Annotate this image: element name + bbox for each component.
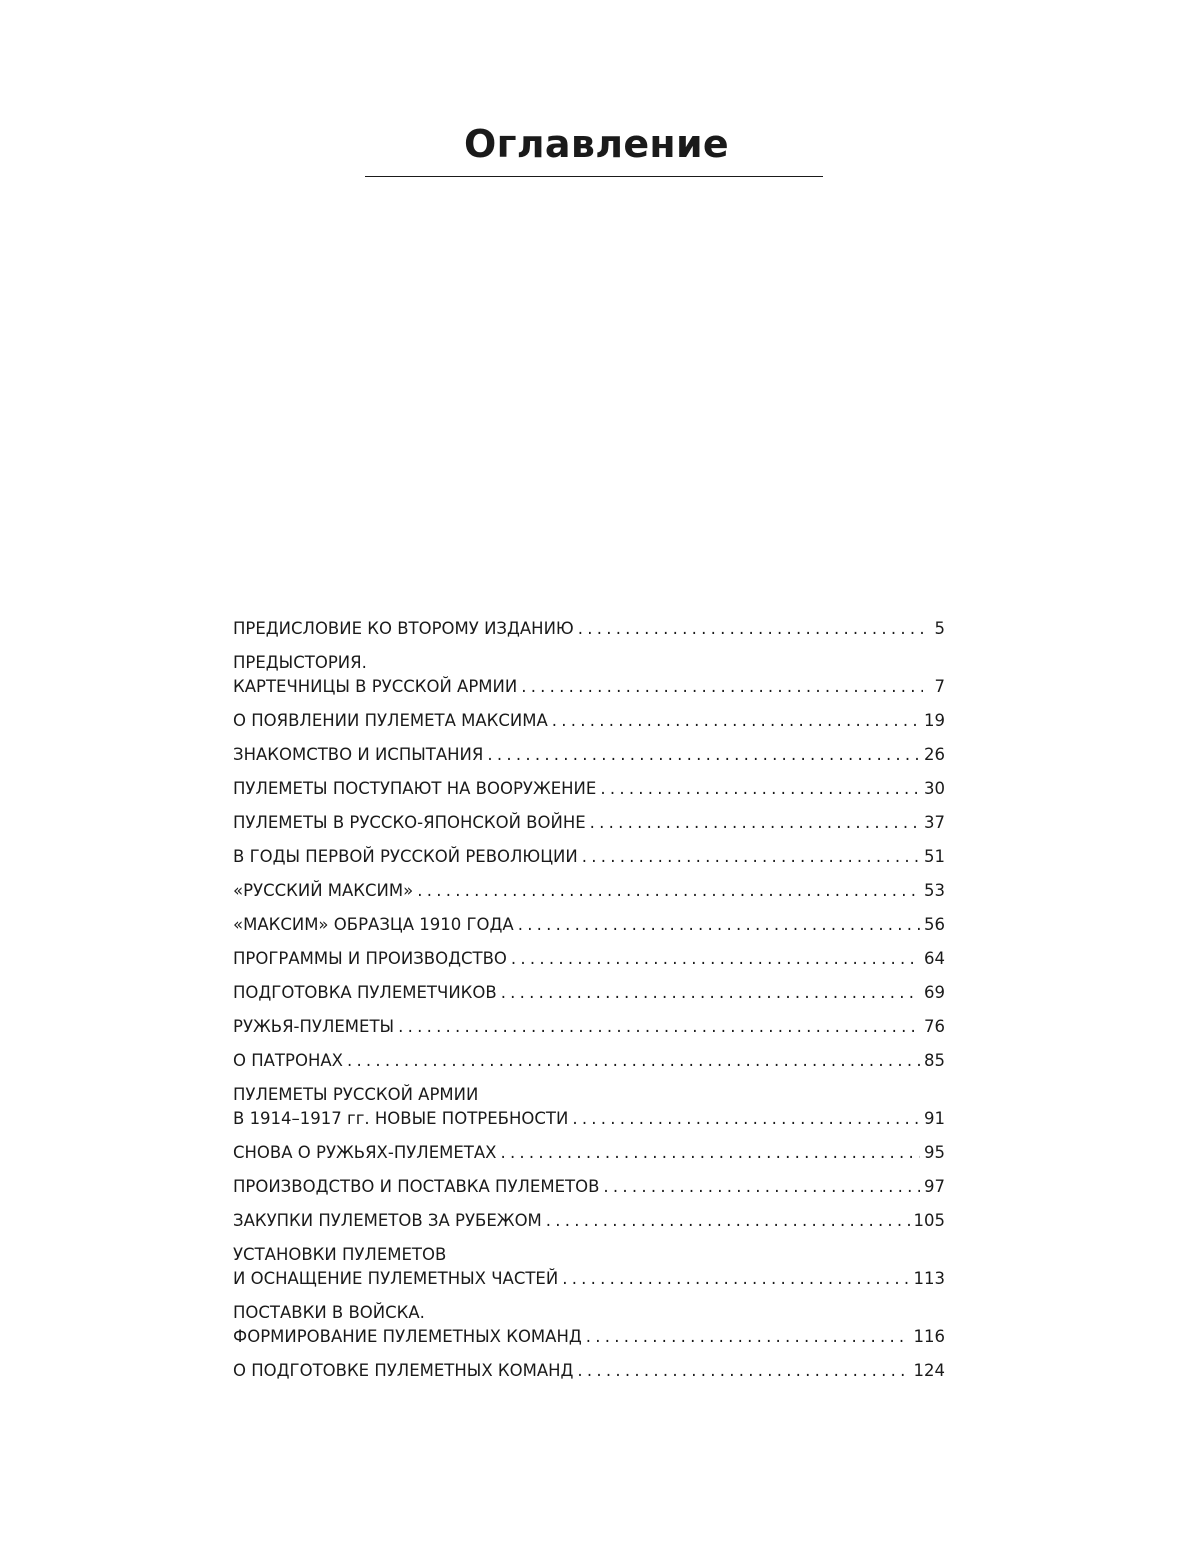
toc-page-number: 91 [924,1109,945,1128]
table-of-contents [233,617,945,1393]
dot-leader [487,743,920,767]
toc-entry-title: ПУЛЕМЕТЫ ПОСТУПАЮТ НА ВООРУЖЕНИЕ [233,779,597,798]
toc-entry-line [233,709,945,733]
toc-entry-line [233,845,945,869]
toc-entry-title: О ПАТРОНАХ [233,1051,343,1070]
toc-entry-line [233,1141,945,1165]
toc-entry-title: ПРОИЗВОДСТВО И ПОСТАВКА ПУЛЕМЕТОВ [233,1177,600,1196]
toc-page-number: 97 [924,1177,945,1196]
toc-page-number: 30 [924,779,945,798]
toc-entry-line [233,913,945,937]
dot-leader [590,811,920,835]
toc-entry-line [233,1015,945,1039]
dot-leader [600,777,920,801]
dot-leader [552,709,920,733]
toc-entry [233,1209,945,1233]
toc-page-number: 69 [924,983,945,1002]
toc-entry-title: О ПОЯВЛЕНИИ ПУЛЕМЕТА МАКСИМА [233,711,548,730]
toc-entry-title: И ОСНАЩЕНИЕ ПУЛЕМЕТНЫХ ЧАСТЕЙ [233,1269,559,1288]
toc-entry [233,617,945,641]
toc-page-number: 26 [924,745,945,764]
toc-page-number: 64 [924,949,945,968]
toc-page-number: 105 [913,1211,945,1230]
toc-entry [233,743,945,767]
dot-leader [562,1267,909,1291]
toc-entry [233,947,945,971]
toc-entry-line [233,617,945,641]
toc-entry [233,1243,945,1291]
dot-leader [603,1175,920,1199]
toc-entry-title: СНОВА О РУЖЬЯХ-ПУЛЕМЕТАХ [233,1143,497,1162]
toc-page-number: 76 [924,1017,945,1036]
toc-entry [233,1301,945,1349]
toc-entry [233,879,945,903]
toc-entry-title: ПРОГРАММЫ И ПРОИЗВОДСТВО [233,949,507,968]
toc-entry-title: О ПОДГОТОВКЕ ПУЛЕМЕТНЫХ КОМАНД [233,1361,574,1380]
toc-page-number: 5 [934,619,945,638]
dot-leader [578,617,923,641]
toc-entry-title: «РУССКИЙ МАКСИМ» [233,881,414,900]
toc-entry [233,981,945,1005]
toc-entry [233,1083,945,1131]
dot-leader [417,879,920,903]
toc-entry-line [233,811,945,835]
toc-entry-title: ЗНАКОМСТВО И ИСПЫТАНИЯ [233,745,484,764]
toc-page-number: 95 [924,1143,945,1162]
toc-page-number: 85 [924,1051,945,1070]
title-underline [365,176,823,177]
toc-entry-line [233,1359,945,1383]
toc-entry-line [233,1049,945,1073]
toc-entry [233,1015,945,1039]
toc-entry [233,1175,945,1199]
dot-leader [572,1107,920,1131]
toc-entry-title: «МАКСИМ» ОБРАЗЦА 1910 ГОДА [233,915,514,934]
toc-entry [233,777,945,801]
dot-leader [586,1325,910,1349]
toc-entry [233,811,945,835]
toc-entry [233,1049,945,1073]
toc-entry-title: КАРТЕЧНИЦЫ В РУССКОЙ АРМИИ [233,677,518,696]
toc-entry-line [233,1107,945,1131]
toc-entry-title: В ГОДЫ ПЕРВОЙ РУССКОЙ РЕВОЛЮЦИИ [233,847,578,866]
dot-leader [500,1141,920,1165]
toc-page-number: 7 [934,677,945,696]
toc-page-number: 51 [924,847,945,866]
dot-leader [546,1209,910,1233]
page-title: Оглавление [464,122,729,166]
dot-leader [501,981,920,1005]
toc-entry-line [233,777,945,801]
toc-entry-title-line: ПУЛЕМЕТЫ РУССКОЙ АРМИИ [233,1085,479,1104]
dot-leader [518,913,920,937]
toc-page-number: 113 [913,1269,945,1288]
toc-entry-title-line: ПРЕДЫСТОРИЯ. [233,653,367,672]
toc-entry [233,845,945,869]
toc-page-number: 56 [924,915,945,934]
toc-entry-title: ПОДГОТОВКА ПУЛЕМЕТЧИКОВ [233,983,497,1002]
toc-page-number: 19 [924,711,945,730]
toc-entry [233,1359,945,1383]
toc-entry-title: ФОРМИРОВАНИЕ ПУЛЕМЕТНЫХ КОМАНД [233,1327,582,1346]
toc-entry-line [233,879,945,903]
toc-entry-line [233,981,945,1005]
toc-entry-title-line: ПОСТАВКИ В ВОЙСКА. [233,1303,425,1322]
toc-entry-line [233,1325,945,1349]
toc-page-number: 124 [913,1361,945,1380]
dot-leader [511,947,920,971]
toc-entry-title: ПУЛЕМЕТЫ В РУССКО-ЯПОНСКОЙ ВОЙНЕ [233,813,586,832]
dot-leader [521,675,923,699]
toc-entry-line [233,1209,945,1233]
toc-entry-title: В 1914–1917 гг. НОВЫЕ ПОТРЕБНОСТИ [233,1109,569,1128]
toc-entry-line [233,743,945,767]
toc-entry-line [233,947,945,971]
toc-page-number: 53 [924,881,945,900]
toc-entry-title: ПРЕДИСЛОВИЕ КО ВТОРОМУ ИЗДАНИЮ [233,619,574,638]
toc-entry [233,651,945,699]
toc-entry [233,913,945,937]
dot-leader [582,845,920,869]
toc-entry-title: ЗАКУПКИ ПУЛЕМЕТОВ ЗА РУБЕЖОМ [233,1211,542,1230]
toc-entry-line [233,1267,945,1291]
toc-entry-title-line: УСТАНОВКИ ПУЛЕМЕТОВ [233,1245,447,1264]
dot-leader [347,1049,920,1073]
toc-entry-line [233,1175,945,1199]
toc-entry-title: РУЖЬЯ-ПУЛЕМЕТЫ [233,1017,395,1036]
toc-entry [233,709,945,733]
dot-leader [398,1015,920,1039]
toc-entry [233,1141,945,1165]
toc-entry-line [233,675,945,699]
toc-page-number: 116 [913,1327,945,1346]
dot-leader [577,1359,909,1383]
toc-page-number: 37 [924,813,945,832]
